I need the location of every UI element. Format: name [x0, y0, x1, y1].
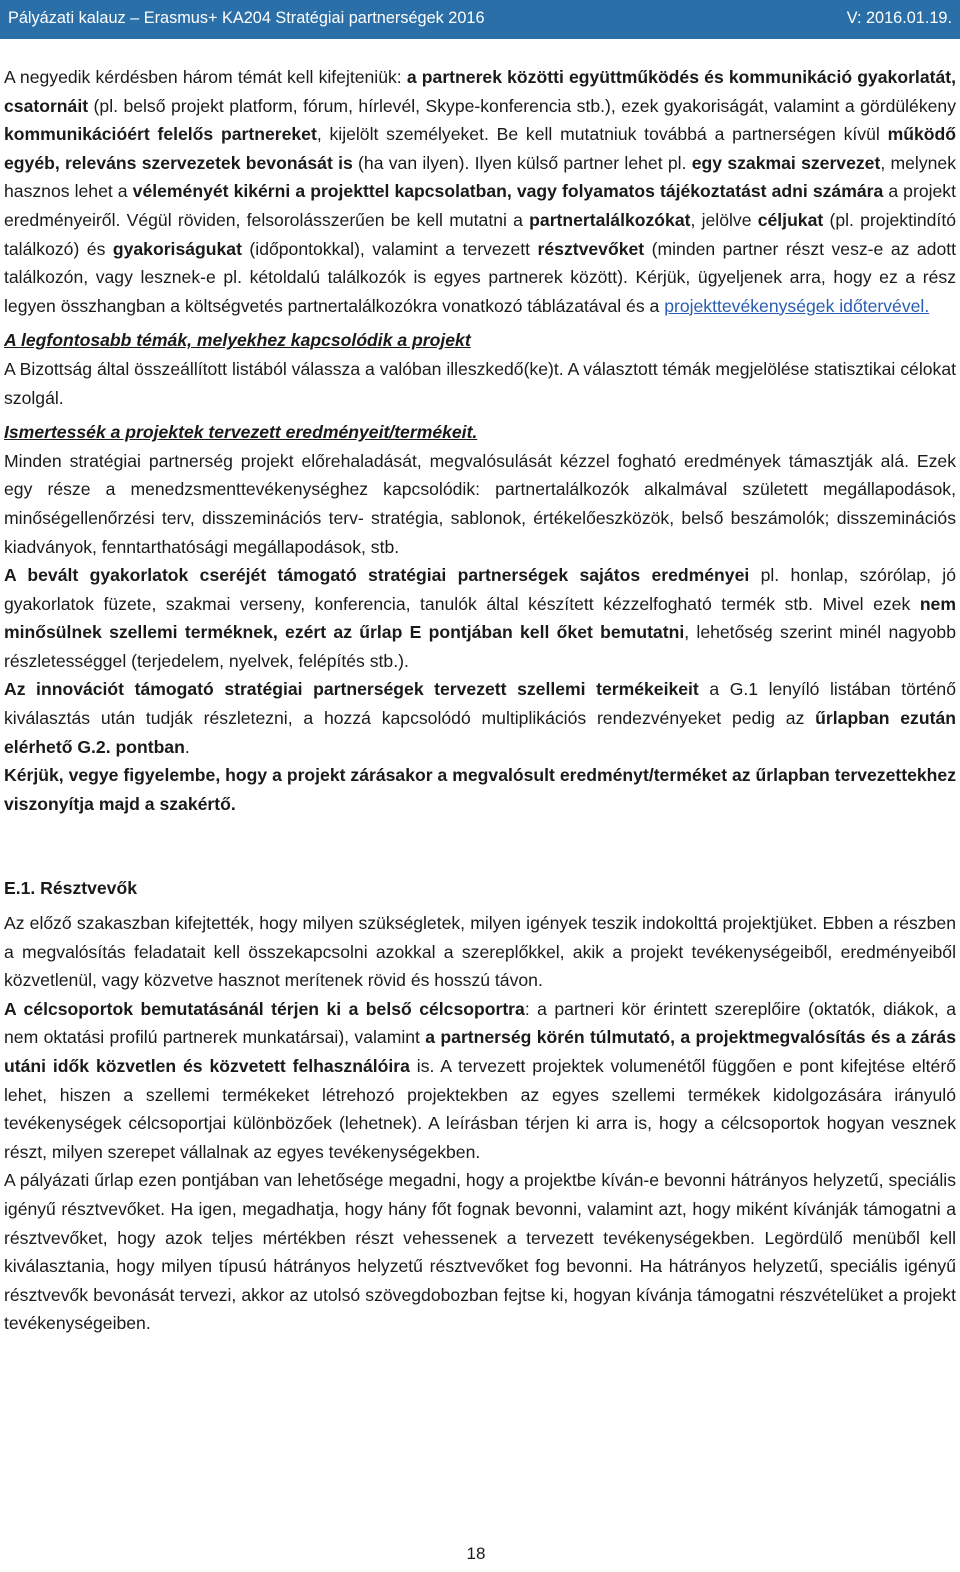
bold-run: kommunikációért felelős partnereket: [4, 124, 317, 145]
bold-run: résztvevőket: [537, 238, 645, 259]
paragraph-topics: A Bizottság által összeállított listából válassza a valóban illeszkedő(ke)t. A választott témák megjelölése statisztikai célokat szolgál.: [4, 358, 956, 408]
running-header: [0, 0, 960, 39]
text-run: pl. honlap, szórólap, jó gyakorlatok füzete, szakmai verseny, konferencia, tanulók által készített kézzelfogható termék stb. Mivel ezek: [4, 565, 956, 614]
heading-topics: A legfontosabb témák, melyekhez kapcsolódik a projekt: [4, 330, 471, 351]
paragraph-e1-target-groups: [4, 995, 956, 1167]
text-run: is. A tervezett projektek volumenétől függően e pont kifejtése eltérő lehet, hiszen a szellemi termékeket létrehozó projektekben az egyes szellemi termékek kidolgozására irányuló tevékenységek célcsoportjai különbözőek (lehetnek). A leírásban térjen ki arra is, hogy a célcsoportok hogyan vesznek részt, milyen szerepet vállalnak az egyes tevékenységekben.: [4, 1056, 956, 1162]
text-run: (ha van ilyen). Ilyen külső partner lehet pl.: [352, 152, 692, 173]
paragraph-e1-disadvantaged: A pályázati űrlap ezen pontjában van lehetősége megadni, hogy a projektbe kíván-e bevonni hátrányos helyzetű, speciális igényű résztvevőket. Ha igen, megadhatja, hogy hány főt fognak bevonni, valamint azt, hogy miként kívánják támogatni a résztvevőket, hogy azok teljes mértékben részt vehessenek a tervezett tevékenységekben. Legördülő menüből kell kiválasztania, hogy milyen típusú hátrányos helyzetű résztvevőket fog bevonni. Ha hátrányos helyzetű, speciális igényű résztvevők bevonását tervezi, akkor az utolsó szövegdobozban fejtse ki, hogyan kívánja támogatni részvételüket a projekt tevékenységeiben.: [4, 1170, 956, 1334]
text-run: , lehetőség szerint minél nagyobb részletességgel (terjedelem, nyelvek, felépítés stb.).: [4, 622, 956, 671]
text-run: (pl. belső projekt platform, fórum, hírlevél, Skype-konferencia stb.), ezek gyakoriságát, valamint a gördülékeny: [88, 95, 956, 116]
paragraph-results: Minden stratégiai partnerség projekt előrehaladását, megvalósulását kézzel fogható eredmények támasztják alá. Ezek egy része a menedzsmenttevékenységhez kapcsolódik: partnertalálkozók alkalmával született megállapodások, minőségellenőrzési terv, disszeminációs terv- stratégia, sablonok, értékelőeszközök, belső beszámolók; disszeminációs kiadványok, fenntarthatósági megállapodások, stb.: [4, 450, 956, 557]
bold-run: partnertalálkozókat: [529, 209, 691, 230]
paragraph-e1-intro: Az előző szakaszban kifejtették, hogy milyen szükségletek, milyen igények teszik indokolttá projektjüket. Ebben a részben a megvalósítás feladatait kell összekapcsolni azokkal a szereplőkkel, akik a projekt tevékenységeiből, eredményeiből közvetlenül, vagy közvetve hasznot merítenek rövid és hosszú távon.: [4, 913, 956, 991]
header-title: Pályázati kalauz – Erasmus+ KA204 Stratégiai partnerségek 2016: [8, 9, 485, 27]
page-number: 18: [466, 1544, 486, 1563]
bold-run: A célcsoportok bemutatásánál térjen ki a belső célcsoportra: [4, 998, 525, 1019]
text-run: a projekt eredményeiről. Végül röviden, felsorolásszerűen be kell mutatni a: [4, 181, 956, 230]
paragraph-innovation: [4, 675, 956, 761]
bold-run: a partnerek közötti együttműködés és kommunikáció gyakorlatát, csatornáit: [4, 67, 956, 116]
bold-run: céljukat: [757, 209, 824, 230]
heading-results: Ismertessék a projektek tervezett eredményeit/termékeit.: [4, 422, 478, 443]
header-version: V: 2016.01.19.: [846, 9, 952, 27]
text-run: , jelölve: [690, 209, 758, 230]
paragraph-closing-note: Kérjük, vegye figyelembe, hogy a projekt zárásakor a megvalósult eredményt/terméket az űrlapban tervezettekhez viszonyítja majd a szakértő.: [4, 765, 956, 814]
heading-e1-participants: E.1. Résztvevők: [4, 878, 138, 899]
text-run: (időpontokkal), valamint a tervezett: [241, 238, 538, 259]
paragraph-good-practice: [4, 561, 956, 675]
paragraph-communication: [4, 63, 956, 320]
bold-run: működő egyéb, releváns szervezetek bevonását is: [4, 124, 956, 173]
text-run: a G.1 lenyíló listában történő kiválasztás után tudják részletezni, a hozzá kapcsolódó multiplikációs rendezvényeket pedig az: [4, 679, 956, 729]
text-run: , melynek hasznos lehet a: [4, 152, 956, 202]
document-body: [4, 63, 956, 1338]
schedule-link[interactable]: projekttevékenységek időtervével.: [664, 295, 930, 316]
bold-run: a partnerség körén túlmutató, a projektmegvalósítás és a zárás utáni idők közvetlen és közvetett felhasználóira: [4, 1027, 956, 1076]
bold-run: gyakoriságukat: [112, 238, 242, 259]
bold-run: űrlapban ezután elérhető G.2. pontban: [4, 708, 956, 757]
bold-run: A bevált gyakorlatok cseréjét támogató stratégiai partnerségek sajátos eredményei: [4, 565, 750, 586]
text-run: .: [184, 736, 190, 757]
text-run: : a partneri kör érintett szereplőire (oktatók, diákok, a nem oktatási profilú partnerek munkatársai), valamint: [4, 998, 956, 1048]
bold-run: Az innovációt támogató stratégiai partnerségek tervezett szellemi termékeikeit: [4, 679, 699, 700]
bold-run: véleményét kikérni a projekttel kapcsolatban, vagy folyamatos tájékoztatást adni számára: [132, 181, 884, 202]
text-run: A negyedik kérdésben három témát kell kifejteniük:: [4, 67, 407, 87]
text-run: (minden partner részt vesz-e az adott találkozón, vagy lesznek-e pl. kétoldalú találkozók is egyes partnerek között). Kérjük, ügyeljenek arra, hogy ez a rész legyen összhangban a költségvetés partnertalálkozókra vonatkozó táblázatával és a: [4, 238, 957, 316]
text-run: , kijelölt személyeket. Be kell mutatniuk továbbá a partnerségen kívül: [316, 124, 888, 145]
text-run: (pl. projektindító találkozó) és: [4, 209, 956, 259]
bold-run: egy szakmai szervezet: [691, 152, 881, 173]
bold-run: nem minősülnek szellemi terméknek, ezért az űrlap E pontjában kell őket bemutatni: [4, 593, 956, 643]
